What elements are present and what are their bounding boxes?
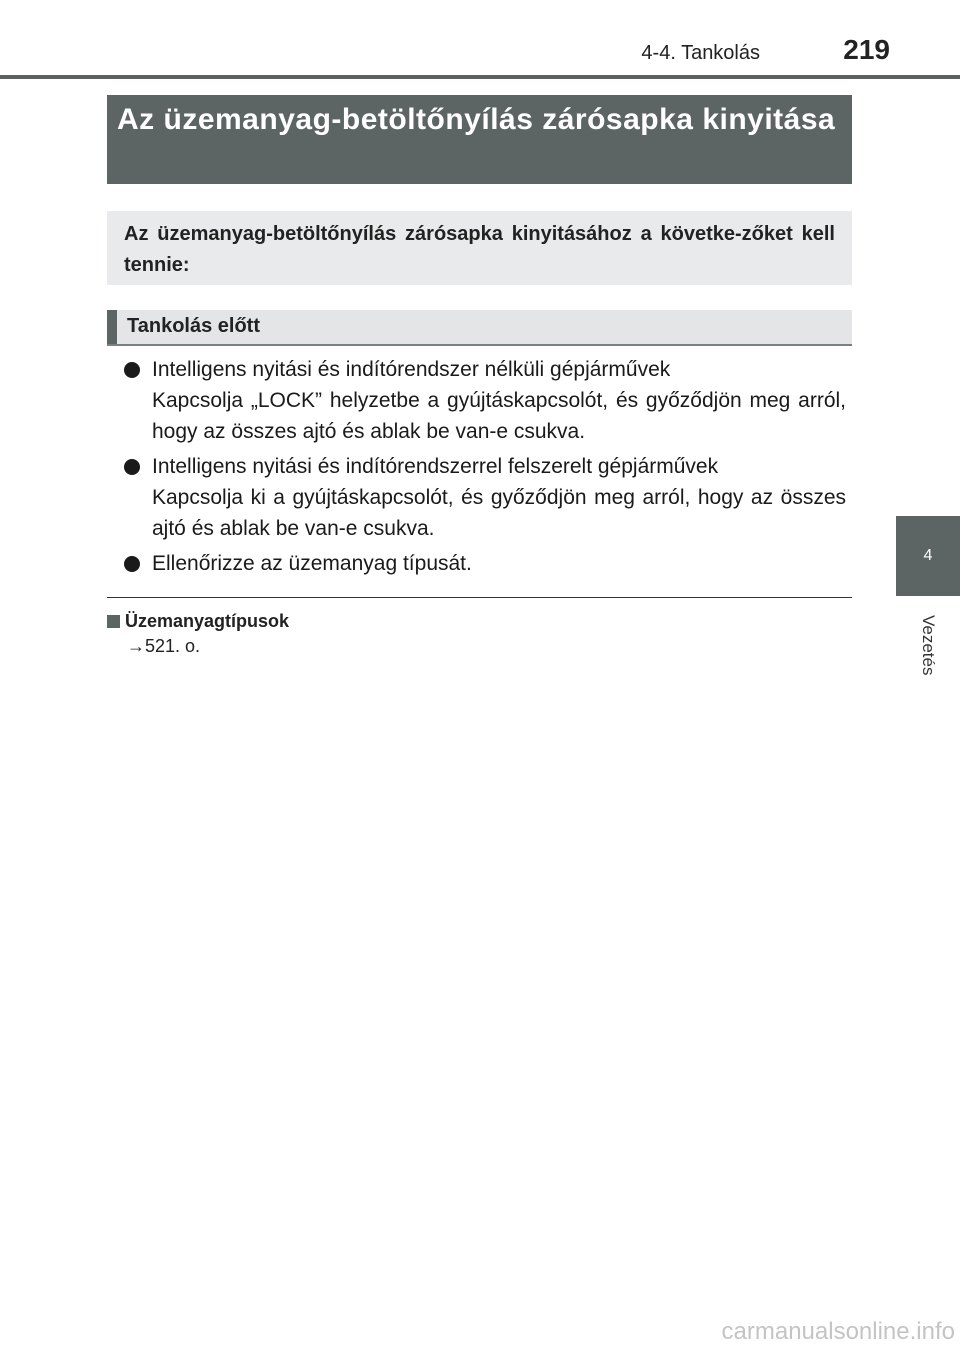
note-block	[107, 609, 852, 659]
watermark: carmanualsonline.info	[721, 1318, 955, 1345]
bullet-dot-icon	[124, 362, 140, 378]
list-item	[124, 548, 846, 579]
subsection-title: Tankolás előtt	[127, 315, 260, 337]
square-bullet-icon	[107, 615, 120, 628]
bullet-list	[124, 354, 846, 583]
chapter-tab-label-text: Vezetés	[919, 614, 938, 676]
list-item-title: Ellenőrizze az üzemanyag típusát.	[152, 552, 472, 575]
list-item	[124, 354, 846, 447]
running-header-section: 4-4. Tankolás	[641, 42, 760, 64]
section-divider	[107, 597, 852, 598]
list-item-title: Intelligens nyitási és indítórendszer nélküli gépjárművek	[152, 358, 671, 381]
intro-box: Az üzemanyag-betöltőnyílás zárósapka kinyitásához a követke-zőket kell tennie:	[107, 211, 852, 285]
page-reference-link[interactable]: →521. o.	[127, 636, 201, 656]
header-divider	[0, 75, 960, 79]
chapter-tab-label	[896, 600, 960, 690]
note-title-row	[107, 609, 852, 633]
page-title: Az üzemanyag-betöltőnyílás zárósapka kinyitása	[107, 95, 852, 184]
bullet-dot-icon	[124, 459, 140, 475]
page-number: 219	[843, 34, 890, 65]
list-item-text: Kapcsolja ki a gyújtáskapcsolót, és győződjön meg arról, hogy az összes ajtó és ablak be van-e csukva.	[152, 486, 846, 540]
subsection-header	[107, 310, 852, 346]
chapter-tab-number: 4	[896, 516, 960, 596]
subsection-accent-bar	[107, 310, 117, 344]
list-item	[124, 451, 846, 544]
list-item-text: Kapcsolja „LOCK” helyzetbe a gyújtáskapcsolót, és győződjön meg arról, hogy az összes ajtó és ablak be van-e csukva.	[152, 389, 846, 443]
note-title: Üzemanyagtípusok	[125, 611, 290, 631]
bullet-dot-icon	[124, 556, 140, 572]
list-item-title: Intelligens nyitási és indítórendszerrel felszerelt gépjárművek	[152, 455, 719, 478]
